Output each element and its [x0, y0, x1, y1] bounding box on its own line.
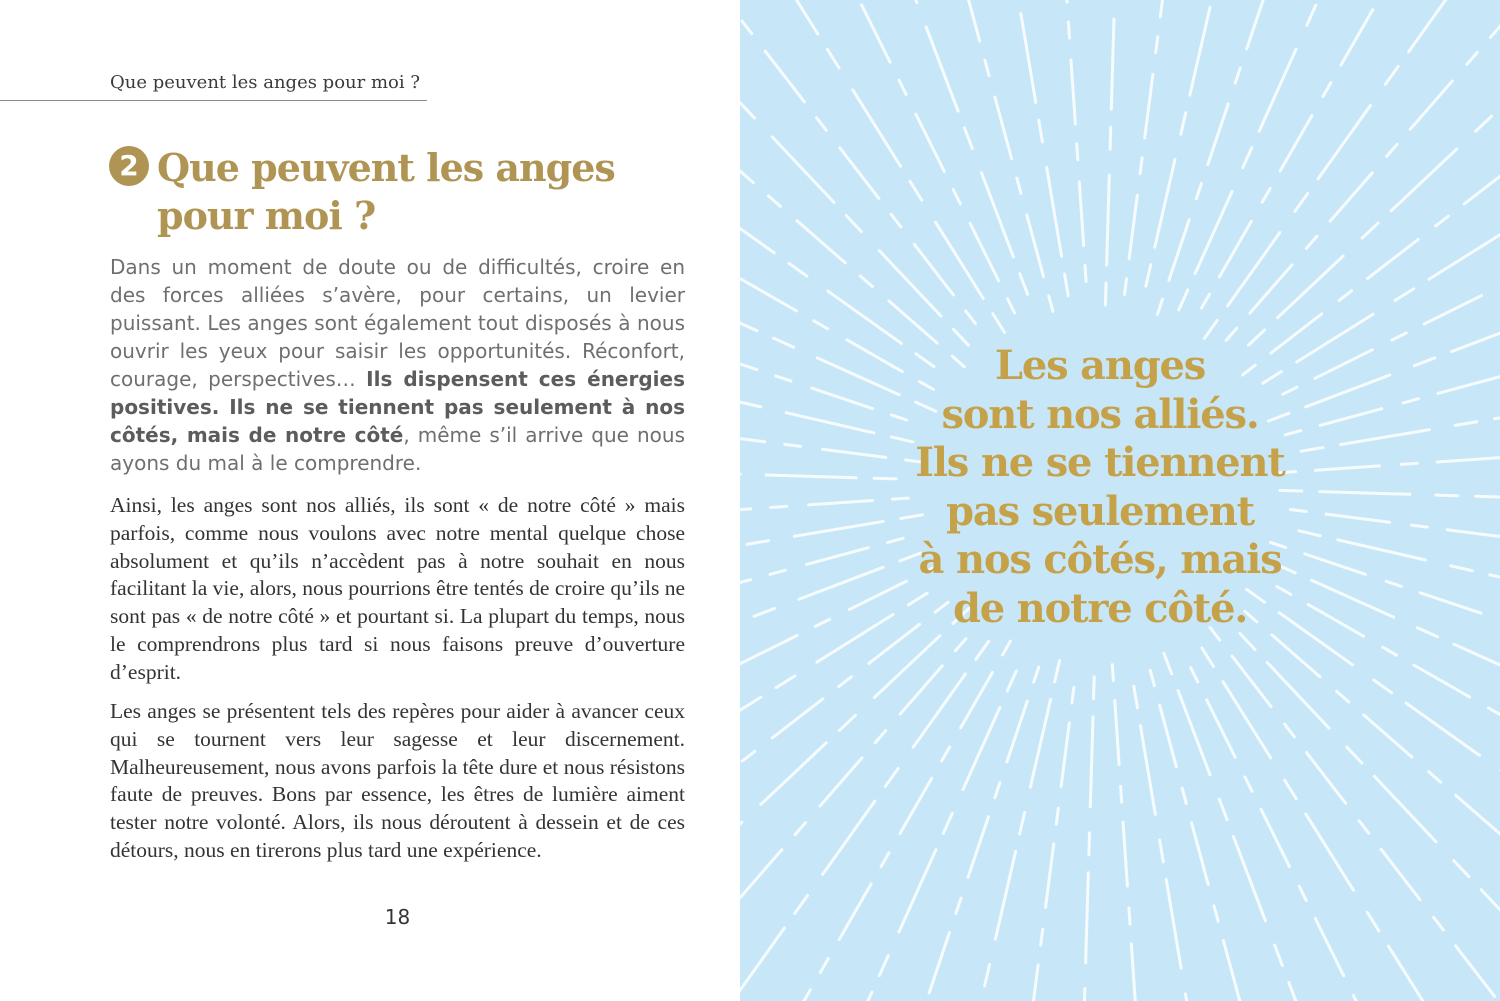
- sunburst-ray: [1245, 611, 1500, 1001]
- intro-bold-text: Ils dispensent ces énergies positives. Ils ne se tiennent pas seulement à nos côtés, mais de notre côté: [110, 367, 686, 447]
- intro-paragraph: [110, 253, 685, 477]
- sunburst-ray: [1112, 665, 1175, 1001]
- sunburst-ray: [1164, 653, 1490, 1001]
- sunburst-ray: [1202, 648, 1500, 1001]
- sunburst-ray: [740, 0, 964, 367]
- sunburst-ray: [1125, 0, 1241, 295]
- sunburst-ray: [740, 0, 1015, 313]
- left-page: [0, 0, 740, 1001]
- sunburst-ray: [740, 671, 1016, 1001]
- pull-quote-line: pas seulement: [946, 487, 1254, 535]
- chapter-title-line-1: Que peuvent les anges: [157, 145, 615, 190]
- body-paragraph-2: Ainsi, les anges sont nos alliés, ils sont « de notre côté » mais parfois, comme nous voulons avec notre mental quelque chose absolument et qu’ils n’accèdent pas à notre souhait en nous facilitant la vie, alors, nous pourrions être tentés de croire qu’ils ne sont pas « de notre côté » et pourtant si. La plupart du temps, nous le comprendrons plus tard si nous faisons preuve d’ouverture d’esprit.: [110, 493, 685, 684]
- sunburst-ray: [1204, 0, 1500, 338]
- pull-quote-line: Ils ne se tiennent: [915, 439, 1285, 486]
- chapter-number-badge: 2: [109, 146, 149, 186]
- body-paragraph-3: Les anges se présentent tels des repères pour aider à avancer ceux qui se tournent vers leur sagesse et leur discernement. Malheureusement, nous avons parfois la tête dure et nous résistons faute de preuves. Bons par essence, les êtres de lumière aiment tester notre volonté. Alors, ils nous déroutent à dessein et de ces détours, nous en tirerons plus tard une expérience.: [110, 699, 685, 862]
- sunburst-ray: [1249, 0, 1500, 345]
- pull-quote-line: Les anges: [994, 342, 1206, 389]
- sunburst-ray: [1067, 677, 1094, 1001]
- sunburst-ray: [1243, 0, 1500, 375]
- sunburst-ray: [853, 660, 1060, 1001]
- sunburst-ray: [740, 639, 966, 1001]
- page-number: 18: [384, 905, 411, 929]
- pull-quote-line: à nos côtés, mais: [918, 536, 1282, 583]
- intro-text-end: , même s’il arrive que nous ayons du mal à le comprendre.: [110, 423, 685, 475]
- running-head-rule: [0, 100, 427, 101]
- pull-quote-line: de notre côté.: [952, 584, 1248, 632]
- sunburst-ray: [1301, 303, 1500, 451]
- sunburst-ray: [1191, 668, 1500, 1001]
- sunburst-ray: [1226, 0, 1500, 340]
- running-head: Que peuvent les anges pour moi ?: [110, 72, 420, 93]
- sunburst-ray: [1240, 634, 1500, 1001]
- intro-text-start: Dans un moment de doute ou de difficultés, croire en des forces alliées s’avère, pour certains, un levier puissant. Les anges sont également tout disposés à nous ouvrir les yeux pour saisir les opportunités. Réconfort, courage, perspectives…: [110, 255, 685, 391]
- pull-quote-line: sont nos alliés.: [941, 390, 1259, 438]
- sunburst-ray: [1283, 0, 1500, 394]
- sunburst-ray: [918, 0, 1068, 296]
- sunburst-ray: [1146, 0, 1347, 286]
- sunburst-ray: [1263, 0, 1500, 383]
- sunburst-ray: [1210, 628, 1500, 1001]
- sunburst-ray: [740, 641, 989, 1001]
- sunburst-ray: [1134, 686, 1282, 1001]
- chapter-title: [157, 144, 677, 240]
- pull-quote: [880, 342, 1320, 633]
- sunburst-ray: [1150, 670, 1387, 1001]
- sunburst-ray: [740, 0, 1005, 332]
- chapter-title-line-2: pour moi ?: [157, 193, 376, 238]
- sunburst-ray: [1247, 589, 1500, 1001]
